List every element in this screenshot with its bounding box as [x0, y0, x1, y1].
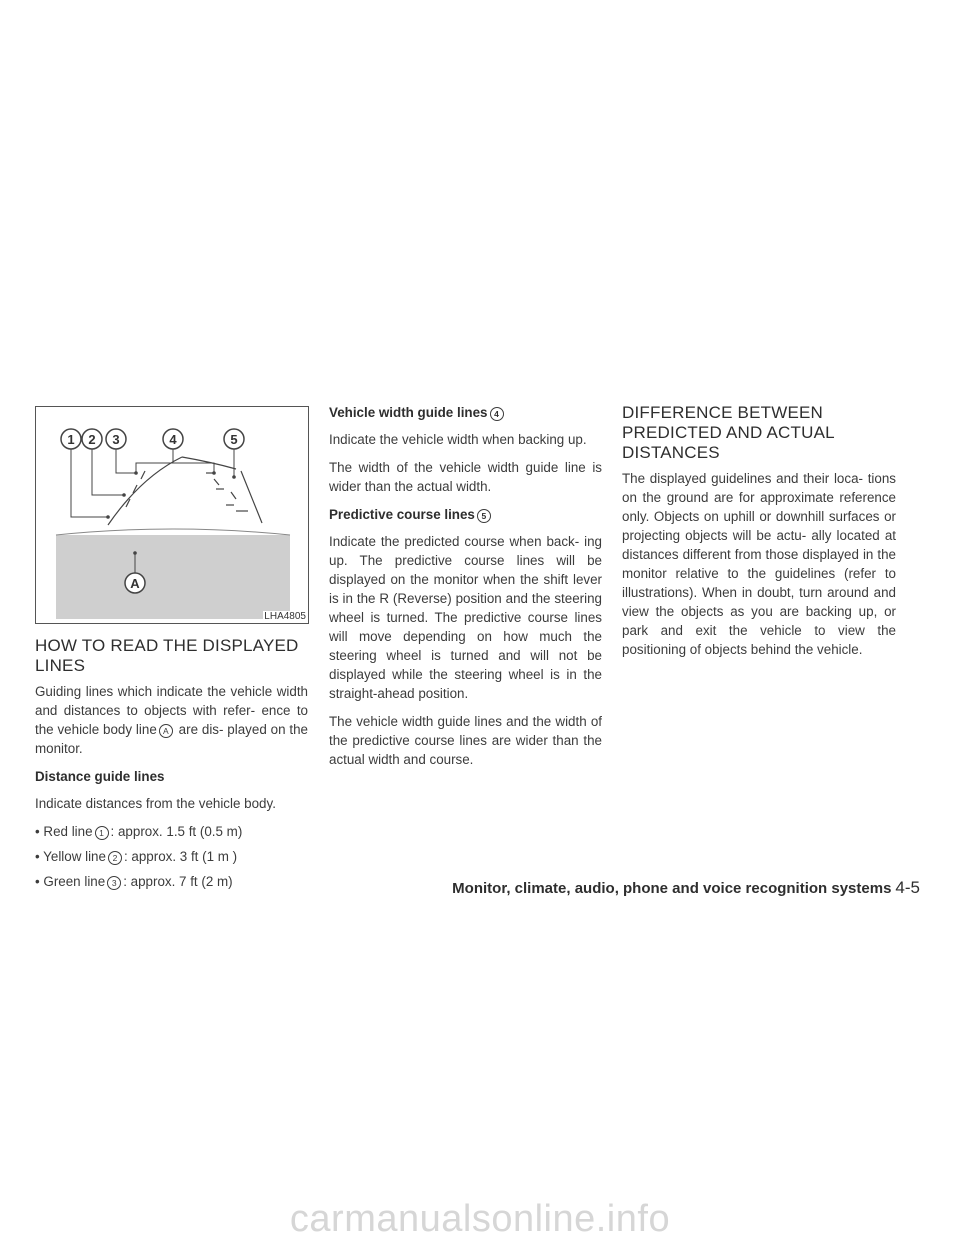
monitor-guide-lines-figure	[35, 406, 309, 624]
intro-paragraph	[35, 682, 308, 758]
distance-marks	[126, 471, 248, 511]
section-heading-difference: DIFFERENCE BETWEEN PREDICTED AND ACTUAL DISTANCES	[622, 403, 835, 462]
footer-section-title: Monitor, climate, audio, phone and voice recognition systems	[452, 880, 892, 897]
width-guide-text-2: The width of the vehicle width guide line is wider than the actual width.	[329, 460, 602, 494]
marker-a-icon: A	[159, 724, 173, 738]
width-guide-text-1: Indicate the vehicle width when backing up.	[329, 432, 587, 447]
predictive-course-line-left	[108, 457, 182, 525]
callout-1-label: 1	[67, 432, 75, 447]
watermark-text: carmanualsonline.info	[289, 1198, 671, 1240]
bumper-curve	[56, 529, 290, 535]
predictive-course-heading	[329, 505, 602, 524]
distance-list	[35, 822, 308, 891]
column-1	[35, 636, 308, 897]
marker-3-icon: 3	[107, 876, 121, 890]
column-2	[329, 403, 602, 778]
predictive-course-text-2: The vehicle width guide lines and the width of the predictive course lines are wider than the actual width and course.	[329, 714, 602, 767]
distance-guide-heading: Distance guide lines	[35, 769, 165, 784]
intro-text-before: Guiding lines which indicate the vehicle width and distances to objects with refer- ence to the vehicle body line	[35, 684, 308, 737]
width-guide-heading	[329, 403, 602, 422]
width-guide-line-right	[241, 471, 262, 523]
bullet-value: : approx. 1.5 ft (0.5 m)	[110, 824, 243, 839]
callout-a-label: A	[130, 576, 140, 591]
marker-2-icon: 2	[108, 851, 122, 865]
callout-2-label: 2	[88, 432, 96, 447]
bullet-label: • Yellow line	[35, 849, 106, 864]
difference-paragraph: The displayed guidelines and their loca- tions on the ground are for approximate reference only. Objects on uphill or downhill surfaces or projecting objects will be actu- ally located at distances different from those displayed in the monitor relative to the guidelines (refer to illustrations). When in doubt, turn around and view the objects as you are backing up, or park and exit the vehicle to view the positioning of objects behind the vehicle.	[622, 471, 896, 657]
callout-5-label: 5	[230, 432, 238, 447]
page-footer	[420, 878, 920, 898]
figure-code: LHA4805	[264, 611, 306, 622]
page-number: 4-5	[895, 878, 920, 897]
marker-1-icon: 1	[95, 826, 109, 840]
list-item	[35, 847, 308, 866]
bullet-value: : approx. 3 ft (1 m )	[123, 849, 238, 864]
bullet-value: : approx. 7 ft (2 m)	[123, 874, 233, 889]
width-guide-heading-text: Vehicle width guide lines	[329, 405, 488, 420]
guide-lines-illustration	[36, 407, 308, 623]
list-item	[35, 822, 308, 841]
vehicle-bumper-area	[56, 535, 290, 619]
marker-4-icon: 4	[490, 407, 504, 421]
list-item	[35, 872, 308, 891]
bullet-label: • Green line	[35, 874, 106, 889]
predictive-course-heading-text: Predictive course lines	[329, 507, 475, 522]
intro-text-after: are dis- played on the monitor.	[35, 722, 309, 756]
callout-3-label: 3	[112, 432, 120, 447]
predictive-course-text-1: Indicate the predicted course when back- ing up. The predictive course lines will be displayed on the monitor when the shift lever is in the R (Reverse) position and the steering wheel is turned. The predictive course lines will move depending on how much the steering wheel is turned and will not be displayed while the steering wheel is in the straight-ahead position.	[329, 534, 602, 701]
column-3	[622, 403, 896, 668]
distance-guide-text: Indicate distances from the vehicle body.	[35, 796, 276, 811]
callout-4-label: 4	[169, 432, 177, 447]
section-heading-how-to-read: HOW TO READ THE DISPLAYED LINES	[35, 636, 299, 675]
marker-5-icon: 5	[477, 509, 491, 523]
bullet-label: • Red line	[35, 824, 93, 839]
